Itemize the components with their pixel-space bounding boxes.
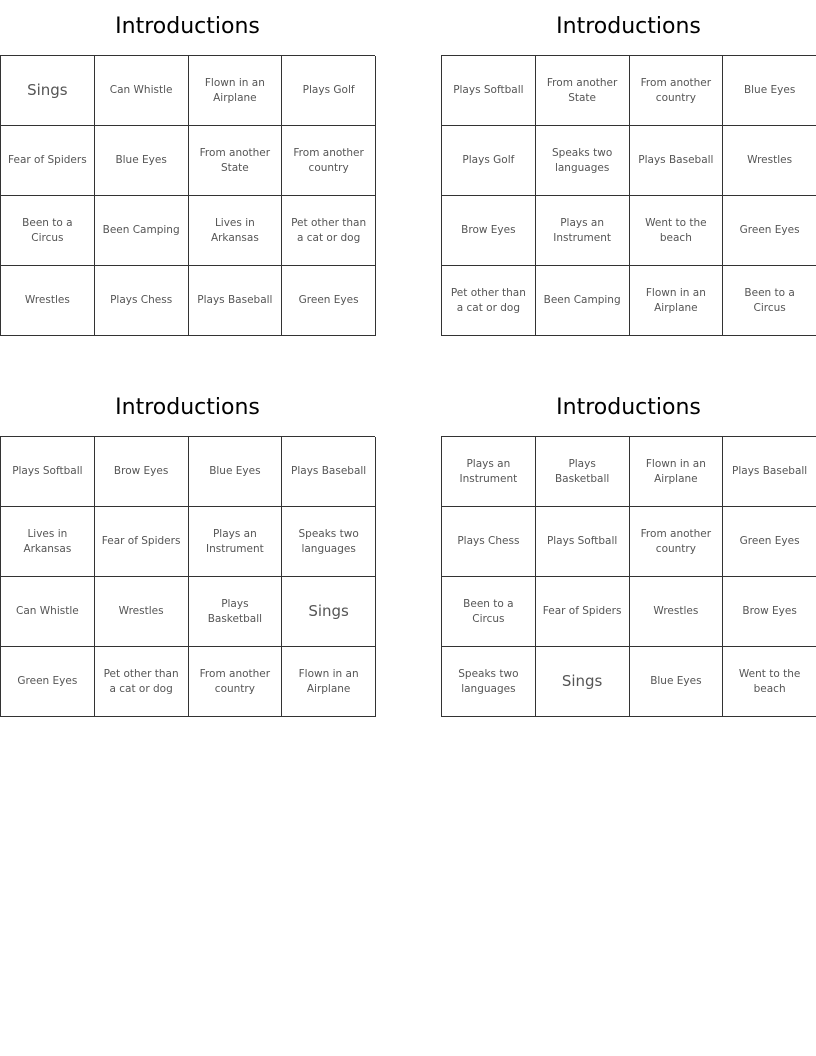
- bingo-cell: Plays Baseball: [723, 437, 816, 507]
- bingo-cell: Speaks two languages: [282, 507, 376, 577]
- bingo-cell: Plays Softball: [1, 437, 95, 507]
- bingo-cell: Green Eyes: [723, 507, 816, 577]
- bingo-cell: Pet other than a cat or dog: [442, 266, 536, 336]
- bingo-cell: Went to the beach: [723, 647, 816, 717]
- bingo-cell: Plays Softball: [536, 507, 630, 577]
- bingo-cell: From another country: [630, 56, 724, 126]
- bingo-cell: Green Eyes: [723, 196, 816, 266]
- bingo-card-1: [0, 0, 375, 336]
- bingo-cell: From another country: [630, 507, 724, 577]
- bingo-card-2: [441, 0, 816, 336]
- bingo-cell: Plays an Instrument: [536, 196, 630, 266]
- bingo-cell: Sings: [536, 647, 630, 717]
- bingo-cell: Flown in an Airplane: [630, 437, 724, 507]
- bingo-cell: Wrestles: [1, 266, 95, 336]
- card-title: Introductions: [115, 14, 260, 39]
- bingo-cell: Been Camping: [95, 196, 189, 266]
- bingo-cell: Wrestles: [723, 126, 816, 196]
- bingo-cell: Plays Basketball: [536, 437, 630, 507]
- bingo-cell: Sings: [282, 577, 376, 647]
- bingo-cell: Lives in Arkansas: [189, 196, 283, 266]
- bingo-cell: Plays an Instrument: [442, 437, 536, 507]
- bingo-cell: Plays Baseball: [630, 126, 724, 196]
- bingo-cell: Flown in an Airplane: [282, 647, 376, 717]
- bingo-grid: [0, 55, 375, 336]
- bingo-cell: Can Whistle: [95, 56, 189, 126]
- bingo-cell: Been to a Circus: [723, 266, 816, 336]
- bingo-cell: Wrestles: [95, 577, 189, 647]
- bingo-cell: Plays Golf: [442, 126, 536, 196]
- bingo-cell: From another country: [189, 647, 283, 717]
- bingo-cell: Pet other than a cat or dog: [95, 647, 189, 717]
- bingo-cell: Fear of Spiders: [95, 507, 189, 577]
- bingo-cell: Plays Chess: [95, 266, 189, 336]
- card-title: Introductions: [556, 14, 701, 39]
- bingo-cell: Plays Baseball: [282, 437, 376, 507]
- bingo-grid: [0, 436, 375, 717]
- bingo-cell: Brow Eyes: [442, 196, 536, 266]
- bingo-cell: Went to the beach: [630, 196, 724, 266]
- bingo-cell: Been to a Circus: [442, 577, 536, 647]
- bingo-cell: Speaks two languages: [442, 647, 536, 717]
- card-title: Introductions: [115, 395, 260, 420]
- bingo-cell: Green Eyes: [1, 647, 95, 717]
- bingo-cell: From another State: [189, 126, 283, 196]
- bingo-grid: [441, 436, 816, 717]
- card-title: Introductions: [556, 395, 701, 420]
- bingo-card-4: [441, 381, 816, 717]
- bingo-cell: Blue Eyes: [189, 437, 283, 507]
- bingo-cell: Fear of Spiders: [536, 577, 630, 647]
- bingo-cell: Plays Chess: [442, 507, 536, 577]
- bingo-cell: Flown in an Airplane: [189, 56, 283, 126]
- bingo-cell: Blue Eyes: [723, 56, 816, 126]
- bingo-cell: Been Camping: [536, 266, 630, 336]
- bingo-cell: Plays Golf: [282, 56, 376, 126]
- bingo-cell: Plays Basketball: [189, 577, 283, 647]
- bingo-cell: Fear of Spiders: [1, 126, 95, 196]
- bingo-cell: From another country: [282, 126, 376, 196]
- bingo-cell: Plays Softball: [442, 56, 536, 126]
- bingo-cell: Plays an Instrument: [189, 507, 283, 577]
- bingo-cell: Lives in Arkansas: [1, 507, 95, 577]
- bingo-cell: Speaks two languages: [536, 126, 630, 196]
- bingo-cell: Wrestles: [630, 577, 724, 647]
- bingo-cell: Been to a Circus: [1, 196, 95, 266]
- bingo-cell: From another State: [536, 56, 630, 126]
- bingo-cell: Can Whistle: [1, 577, 95, 647]
- bingo-cell: Plays Baseball: [189, 266, 283, 336]
- bingo-cell: Sings: [1, 56, 95, 126]
- bingo-cell: Flown in an Airplane: [630, 266, 724, 336]
- bingo-cell: Green Eyes: [282, 266, 376, 336]
- bingo-grid: [441, 55, 816, 336]
- bingo-cell: Pet other than a cat or dog: [282, 196, 376, 266]
- bingo-cell: Blue Eyes: [630, 647, 724, 717]
- bingo-card-3: [0, 381, 375, 717]
- bingo-cell: Brow Eyes: [95, 437, 189, 507]
- bingo-cell: Brow Eyes: [723, 577, 816, 647]
- bingo-cell: Blue Eyes: [95, 126, 189, 196]
